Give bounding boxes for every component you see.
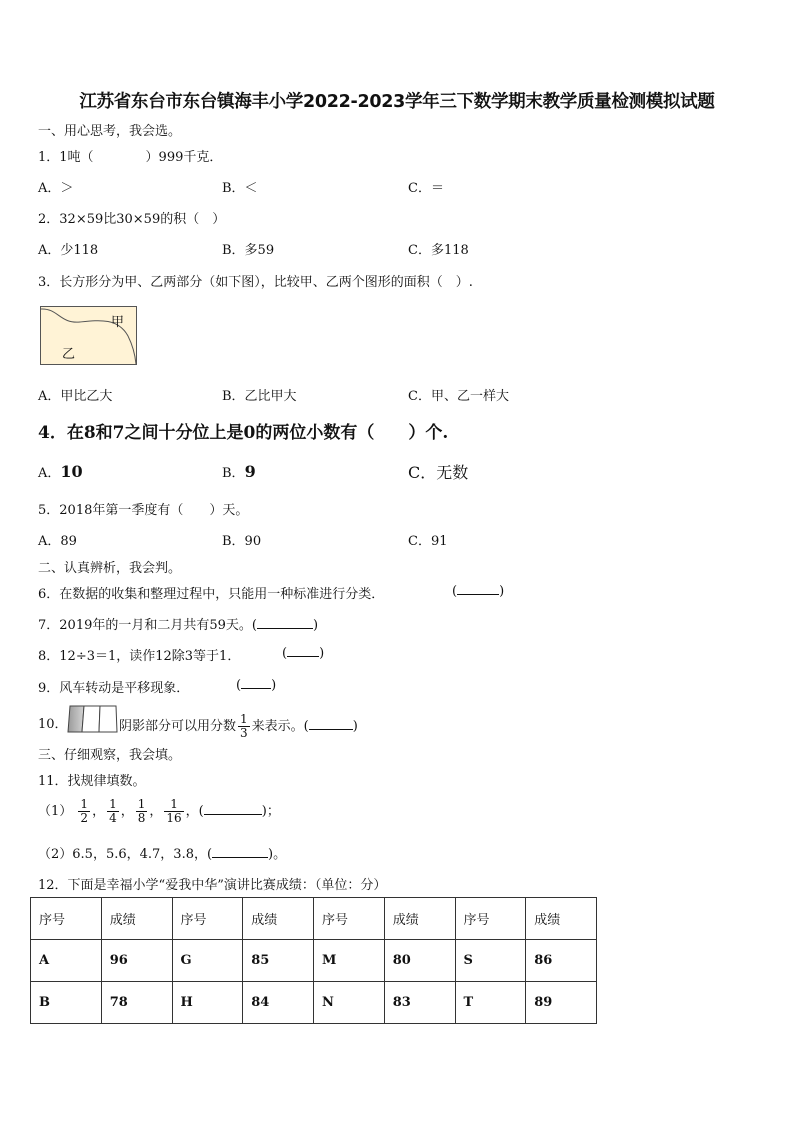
table-cell: 83 xyxy=(384,982,455,1024)
q10-paren-close: ) xyxy=(352,719,358,734)
q4-option-b-value: 9 xyxy=(244,462,256,481)
section-heading-3: 三、仔细观察，我会填。 xyxy=(38,748,182,763)
q4-option-a-value: 10 xyxy=(60,462,83,481)
q10-fraction-numerator: 1 xyxy=(240,712,248,726)
question-8: 8．12÷3＝1，读作12除3等于1． xyxy=(38,649,241,664)
q11-part-2-tail-close: )。 xyxy=(268,847,287,862)
table-cell: 96 xyxy=(101,940,172,982)
question-11: 11．找规律填数。 xyxy=(38,774,146,789)
q11-part-2[interactable] xyxy=(38,843,286,862)
q11-fraction xyxy=(136,798,148,825)
header-cell: 序号 xyxy=(31,898,102,940)
header-cell: 序号 xyxy=(455,898,526,940)
q11-fraction-numerator: 1 xyxy=(80,797,89,811)
q5-option-c: C．91 xyxy=(408,534,448,549)
score-table xyxy=(30,897,597,1024)
question-1: 1．1吨（ ）999千克． xyxy=(38,150,223,165)
q3-option-a: A．甲比乙大 xyxy=(38,389,113,404)
table-cell: M xyxy=(314,940,385,982)
q3-label-jia: 甲 xyxy=(111,315,125,330)
table-cell: 84 xyxy=(243,982,314,1024)
q11-part-1-label: （1） xyxy=(38,804,73,819)
q4-option-a xyxy=(38,462,83,481)
q11-fraction xyxy=(164,798,183,825)
q1-option-c: C．＝ xyxy=(408,181,444,196)
q10-trapezoid-figure xyxy=(66,705,118,733)
question-6: 6．在数据的收集和整理过程中，只能用一种标准进行分类． xyxy=(38,587,385,602)
q8-answer-blank[interactable] xyxy=(282,645,324,661)
q10-text-before: 阴影部分可以用分数 xyxy=(119,719,237,734)
table-cell: 89 xyxy=(526,982,597,1024)
table-cell: G xyxy=(172,940,243,982)
q1-option-a: A．＞ xyxy=(38,181,74,196)
q4-option-b-prefix: B． xyxy=(222,466,245,481)
q11-separator: ， xyxy=(149,804,163,819)
table-cell: H xyxy=(172,982,243,1024)
q5-option-a: A．89 xyxy=(38,534,77,549)
q3-label-yi: 乙 xyxy=(62,347,76,362)
q4-option-c: C．无数 xyxy=(408,463,469,482)
question-10[interactable] xyxy=(119,713,358,740)
table-cell: 80 xyxy=(384,940,455,982)
table-row xyxy=(31,940,597,982)
header-cell: 成绩 xyxy=(243,898,314,940)
q4-option-b xyxy=(222,462,256,481)
q11-fraction-denominator: 4 xyxy=(109,811,117,825)
q10-fraction-denominator: 3 xyxy=(240,726,248,740)
q11-fraction-denominator: 8 xyxy=(137,811,146,825)
q11-part-1-tail-close: )； xyxy=(261,804,280,819)
q8-paren-open: ( xyxy=(282,646,288,661)
q11-fraction-denominator: 2 xyxy=(80,811,89,825)
q2-option-a: A．少118 xyxy=(38,243,99,258)
q7-paren-close: ) xyxy=(312,618,319,633)
q2-option-c: C．多118 xyxy=(408,243,469,258)
table-row xyxy=(31,982,597,1024)
question-2: 2．32×59比30×59的积（ ） xyxy=(38,212,226,227)
table-cell: 86 xyxy=(526,940,597,982)
q11-part-2-text: （2）6.5，5.6，4.7，3.8，( xyxy=(38,847,213,862)
table-cell: S xyxy=(455,940,526,982)
q11-separator: ， xyxy=(120,804,134,819)
page-title: 江苏省东台市东台镇海丰小学2022-2023学年三下数学期末教学质量检测模拟试题 xyxy=(79,92,715,112)
q5-option-b: B．90 xyxy=(222,534,262,549)
header-cell: 成绩 xyxy=(384,898,455,940)
q10-text-after: 来表示。( xyxy=(251,719,309,734)
q11-separator: ， xyxy=(92,804,106,819)
q1-option-b: B．＜ xyxy=(222,181,258,196)
table-cell: B xyxy=(31,982,102,1024)
table-cell: T xyxy=(455,982,526,1024)
q11-part-1[interactable] xyxy=(38,798,280,825)
header-cell: 成绩 xyxy=(526,898,597,940)
question-3: 3．长方形分为甲、乙两部分（如下图），比较甲、乙两个图形的面积（ ）. xyxy=(38,275,473,290)
q10-fraction xyxy=(238,713,250,740)
q3-option-c: C．甲、乙一样大 xyxy=(408,389,509,404)
q11-part-1-fractions xyxy=(76,797,185,825)
score-table-header-row xyxy=(31,898,597,940)
q9-paren-open: ( xyxy=(236,678,242,693)
q11-fraction xyxy=(78,798,90,825)
section-heading-2: 二、认真辨析，我会判。 xyxy=(38,561,182,576)
table-cell: A xyxy=(31,940,102,982)
header-cell: 成绩 xyxy=(101,898,172,940)
q3-option-b: B．乙比甲大 xyxy=(222,389,297,404)
q11-fraction-numerator: 1 xyxy=(164,798,183,812)
q2-option-b: B．多59 xyxy=(222,243,275,258)
question-12: 12．下面是幸福小学“爱我中华”演讲比赛成绩：（单位：分） xyxy=(38,878,387,893)
q6-paren-open: ( xyxy=(452,584,458,599)
q11-fraction xyxy=(107,798,119,825)
header-cell: 序号 xyxy=(314,898,385,940)
q11-fraction-numerator: 1 xyxy=(109,797,117,811)
question-4: 4．在8和7之间十分位上是0的两位小数有（ ）个. xyxy=(38,423,449,443)
q11-fraction-denominator: 16 xyxy=(166,811,182,825)
table-cell: 78 xyxy=(101,982,172,1024)
q7-text: 7．2019年的一月和二月共有59天。( xyxy=(38,618,257,633)
question-9: 9．风车转动是平移现象． xyxy=(38,681,190,696)
q6-paren-close: ) xyxy=(499,584,505,599)
section-heading-1: 一、用心思考，我会选。 xyxy=(38,124,182,139)
question-5: 5．2018年第一季度有（ ）天。 xyxy=(38,503,249,518)
table-cell: N xyxy=(314,982,385,1024)
question-7[interactable] xyxy=(38,614,318,633)
question-10-number: 10． xyxy=(38,717,68,732)
q4-option-a-prefix: A． xyxy=(38,466,61,481)
q9-paren-close: ) xyxy=(271,678,277,693)
header-cell: 序号 xyxy=(172,898,243,940)
q9-answer-blank[interactable] xyxy=(236,677,276,693)
table-cell: 85 xyxy=(243,940,314,982)
q8-paren-close: ) xyxy=(319,646,325,661)
q11-fraction-numerator: 1 xyxy=(137,797,146,811)
q11-part-1-tail-open: ，( xyxy=(185,804,204,819)
q6-answer-blank[interactable] xyxy=(452,583,504,599)
